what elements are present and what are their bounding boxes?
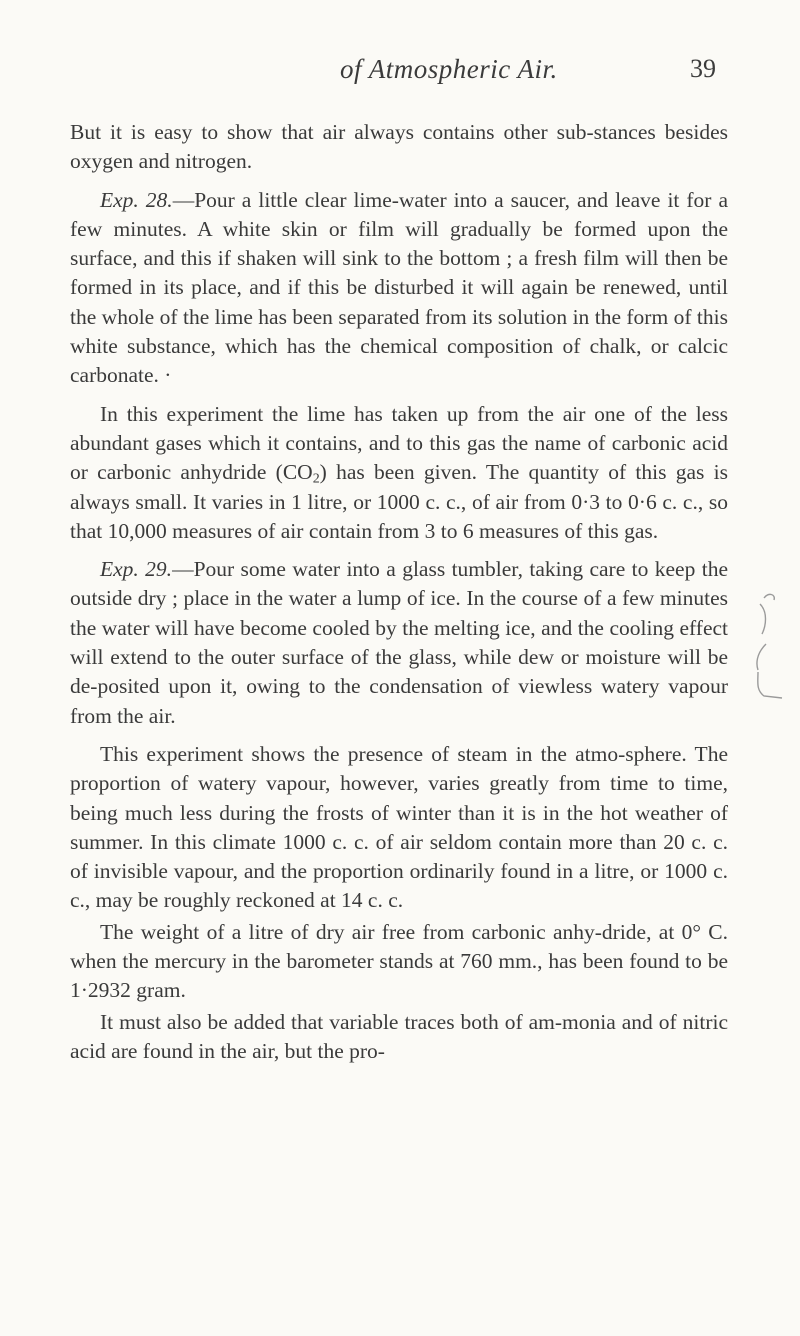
paragraph-carbonic-acid	[70, 400, 728, 546]
paragraph-experiment-28	[70, 186, 728, 391]
experiment-label: Exp. 29.	[100, 557, 173, 582]
paragraph-ammonia	[70, 1008, 728, 1067]
paragraph-text: ) has been given. The quantity of this gas is always small. It varies in 1 litre, or 1000 c. c., of air from 0·3 to 0·6 c. c., so that 10,000 measures of air contain from 3 to 6 measures of this gas.	[70, 460, 728, 543]
paragraph-weight	[70, 918, 728, 1006]
experiment-label: Exp. 28.	[100, 187, 173, 212]
paragraph-text: But it is easy to show that air always contains other sub-stances besides oxygen and nitrogen.	[70, 120, 728, 174]
paragraph-intro	[70, 118, 728, 177]
margin-pencil-mark	[752, 592, 792, 702]
paragraph-text: —Pour some water into a glass tumbler, taking care to keep the outside dry ; place in the water a lump of ice. In the course of a few minutes the water will have become cooled by the melting ice, and the cooling effect will extend to the outer surface of the glass, while dew or moisture will be de-posited upon it, owing to the condensation of viewless watery vapour from the air.	[70, 557, 728, 728]
paragraph-steam	[70, 740, 728, 916]
paragraph-text: This experiment shows the presence of steam in the atmo-sphere. The proportion of watery vapour, however, varies greatly from time to time, being much less during the frosts of winter than it is in the hot weather of summer. In this climate 1000 c. c. of air seldom contain more than 20 c. c. of invisible vapour, and the proportion ordinarily found in a litre, or 1000 c. c., may be roughly reckoned at 14 c. c.	[70, 741, 728, 913]
paragraph-text: The weight of a litre of dry air free from carbonic anhy-dride, at 0° C. when the mercury in the barometer stands at 760 mm., has been found to be 1·2932 gram.	[70, 919, 728, 1003]
page-number: 39	[690, 54, 716, 83]
running-title: of Atmospheric Air.	[340, 54, 558, 84]
subscript: 2	[312, 471, 320, 487]
page-header	[0, 50, 800, 90]
paragraph-text: —Pour a little clear lime-water into a saucer, and leave it for a few minutes. A white skin or film will gradually be formed upon the surface, and this if shaken will sink to the bottom ; a fresh film will then be formed in its place, and if this be disturbed it will again be renewed, until the whole of the lime has been separated from its solution in the form of this white substance, which has the chemical composition of chalk, or calcic carbonate. ·	[70, 187, 728, 388]
paragraph-experiment-29	[70, 555, 728, 731]
paragraph-text: It must also be added that variable traces both of am-monia and of nitric acid are found in the air, but the pro-	[70, 1009, 728, 1063]
body-text	[70, 118, 728, 1068]
paragraph-text: In this experiment the lime has taken up from the air one of the less abundant gases which it contains, and to this gas the name of carbonic acid or carbonic anhydride (CO	[70, 401, 728, 485]
